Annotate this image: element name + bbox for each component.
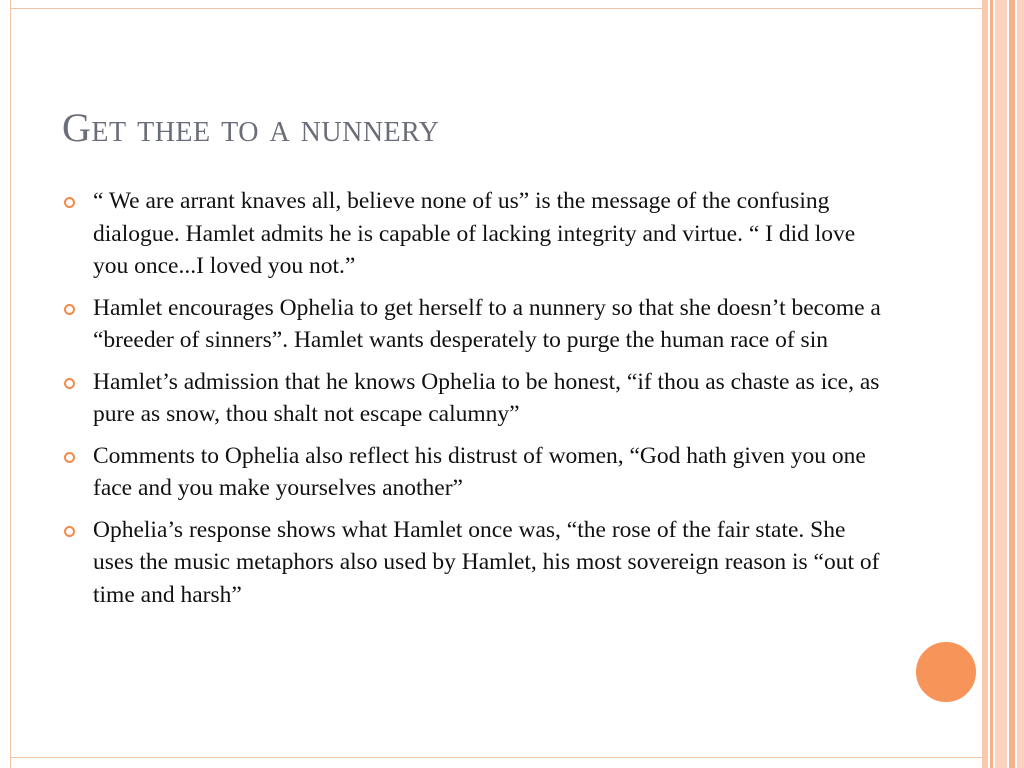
bullet-circle-icon [64,197,75,208]
bullet-circle-icon [64,526,75,537]
bullet-text: Ophelia’s response shows what Hamlet once was, “the rose of the fair state. She uses the music metaphors also used by Hamlet, his most sovereign reason is “out of time and harsh” [93,516,880,608]
slide-title: Get thee to a nunnery [62,105,440,150]
bullet-circle-icon [64,452,75,463]
bullet-item [62,514,882,612]
decorative-circle [914,640,978,704]
frame-top-line [10,8,982,9]
bullet-text: Comments to Ophelia also reflect his distrust of women, “God hath given you one face and you make yourselves another” [93,442,866,501]
right-stripe-4 [1009,0,1015,768]
bullet-circle-icon [64,378,75,389]
bullet-text: Hamlet’s admission that he knows Ophelia to be honest, “if thou as chaste as ice, as pure as snow, thou shalt not escape calumny” [93,368,880,427]
bullet-item [62,292,882,357]
frame-bottom-line [10,757,982,758]
bullet-item [62,366,882,431]
right-stripe-3 [995,0,1007,768]
right-stripe-5 [1017,0,1024,768]
bullet-item [62,440,882,505]
bullet-list [62,185,882,620]
right-stripe-2 [990,0,993,768]
bullet-text: “ We are arrant knaves all, believe none of us” is the message of the confusing dialogue. Hamlet admits he is capable of lacking integrity and virtue. “ I did love you once...I loved you not.” [93,188,856,279]
right-stripe-1 [982,0,988,768]
bullet-text: Hamlet encourages Ophelia to get herself to a nunnery so that she doesn’t become a “breeder of sinners”. Hamlet wants desperately to purge the human race of sin [93,294,881,353]
frame-left-line [10,0,11,768]
bullet-item [62,185,882,283]
bullet-circle-icon [64,304,75,315]
